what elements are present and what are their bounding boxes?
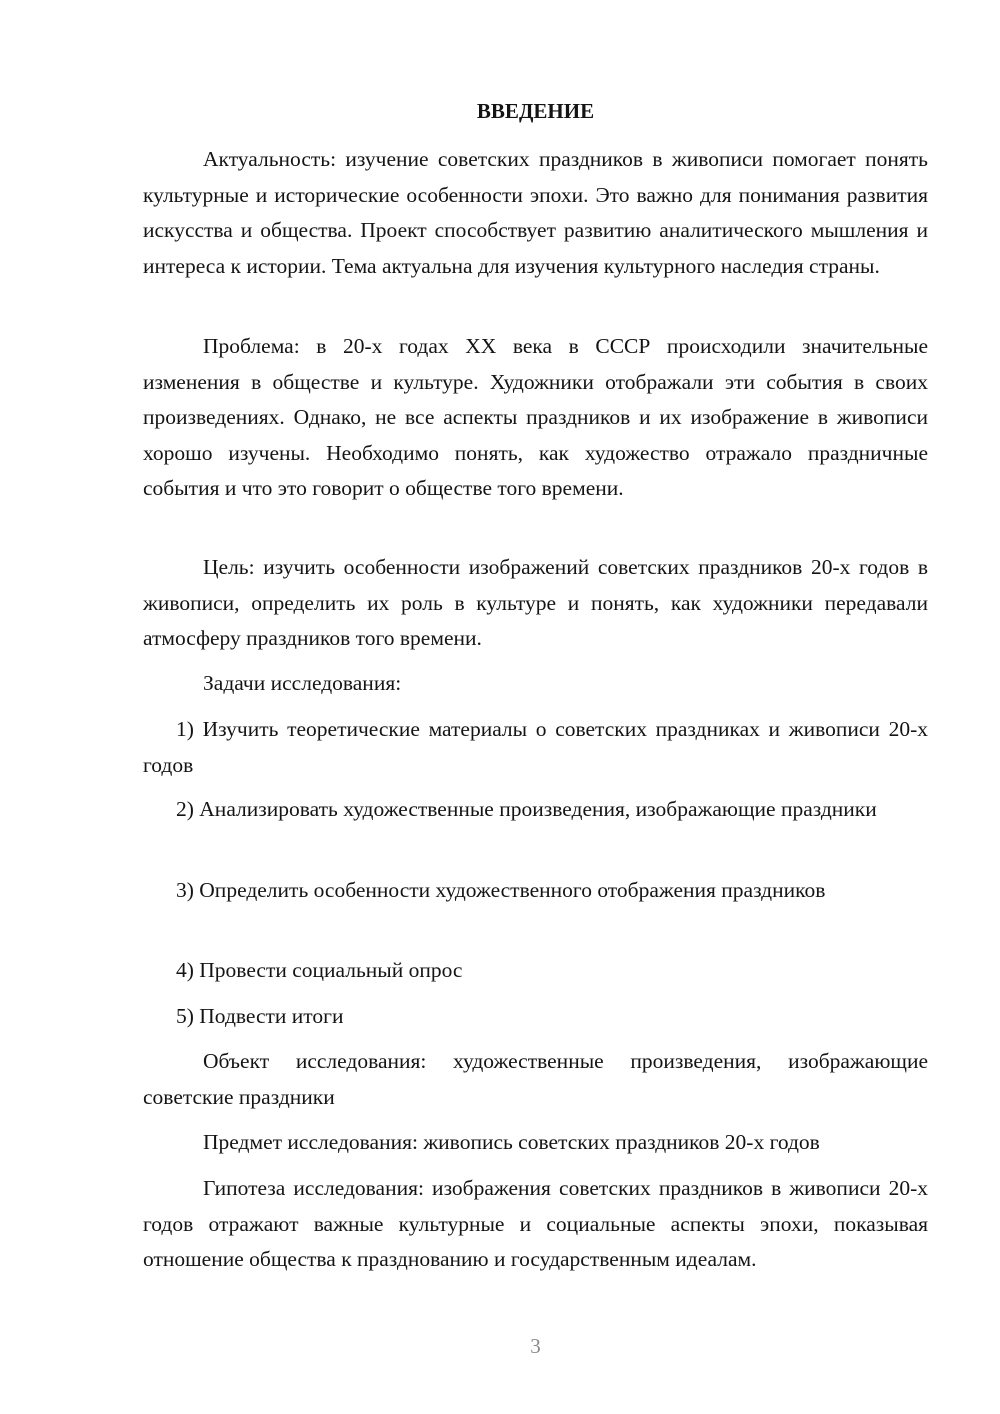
paragraph-hypothesis: Гипотеза исследования: изображения советских праздников в живописи 20-х годов отражают важные культурные и социальные аспекты эпохи, показывая отношение общества к празднованию и государственным идеалам.: [143, 1176, 928, 1272]
paragraph-object: Объект исследования: художественные произведения, изображающие советские праздники: [143, 1049, 928, 1109]
task-item-4: 4) Провести социальный опрос: [176, 958, 463, 982]
paragraph-problem: Проблема: в 20-х годах XX века в СССР происходили значительные изменения в обществе и культуре. Художники отображали эти события в своих произведениях. Однако, не все аспекты праздников и их изображение в живописи хорошо изучены. Необходимо понять, как художество отражало праздничные события и что это говорит о обществе того времени.: [143, 334, 928, 501]
page-heading: ВВЕДЕНИЕ: [476, 99, 595, 123]
paragraph-subject: Предмет исследования: живопись советских праздников 20-х годов: [203, 1130, 820, 1154]
paragraph-goal: Цель: изучить особенности изображений советских праздников 20-х годов в живописи, определить их роль в культуре и понять, как художники передавали атмосферу праздников того времени.: [143, 555, 928, 651]
page-number: 3: [530, 1334, 541, 1358]
task-item-5: 5) Подвести итоги: [176, 1004, 344, 1028]
task-item-3: 3) Определить особенности художественного отображения праздников: [176, 878, 826, 902]
task-item-2: 2) Анализировать художественные произведения, изображающие праздники: [176, 797, 877, 821]
document-page: [143, 0, 928, 1414]
paragraph-relevance: Актуальность: изучение советских праздников в живописи помогает понять культурные и исторические особенности эпохи. Это важно для понимания развития искусства и общества. Проект способствует развитию аналитического мышления и интереса к истории. Тема актуальна для изучения культурного наследия страны.: [143, 147, 928, 278]
paragraph-tasks-title: Задачи исследования:: [203, 671, 402, 695]
task-item-1: 1) Изучить теоретические материалы о советских праздниках и живописи 20-х годов: [143, 717, 928, 777]
